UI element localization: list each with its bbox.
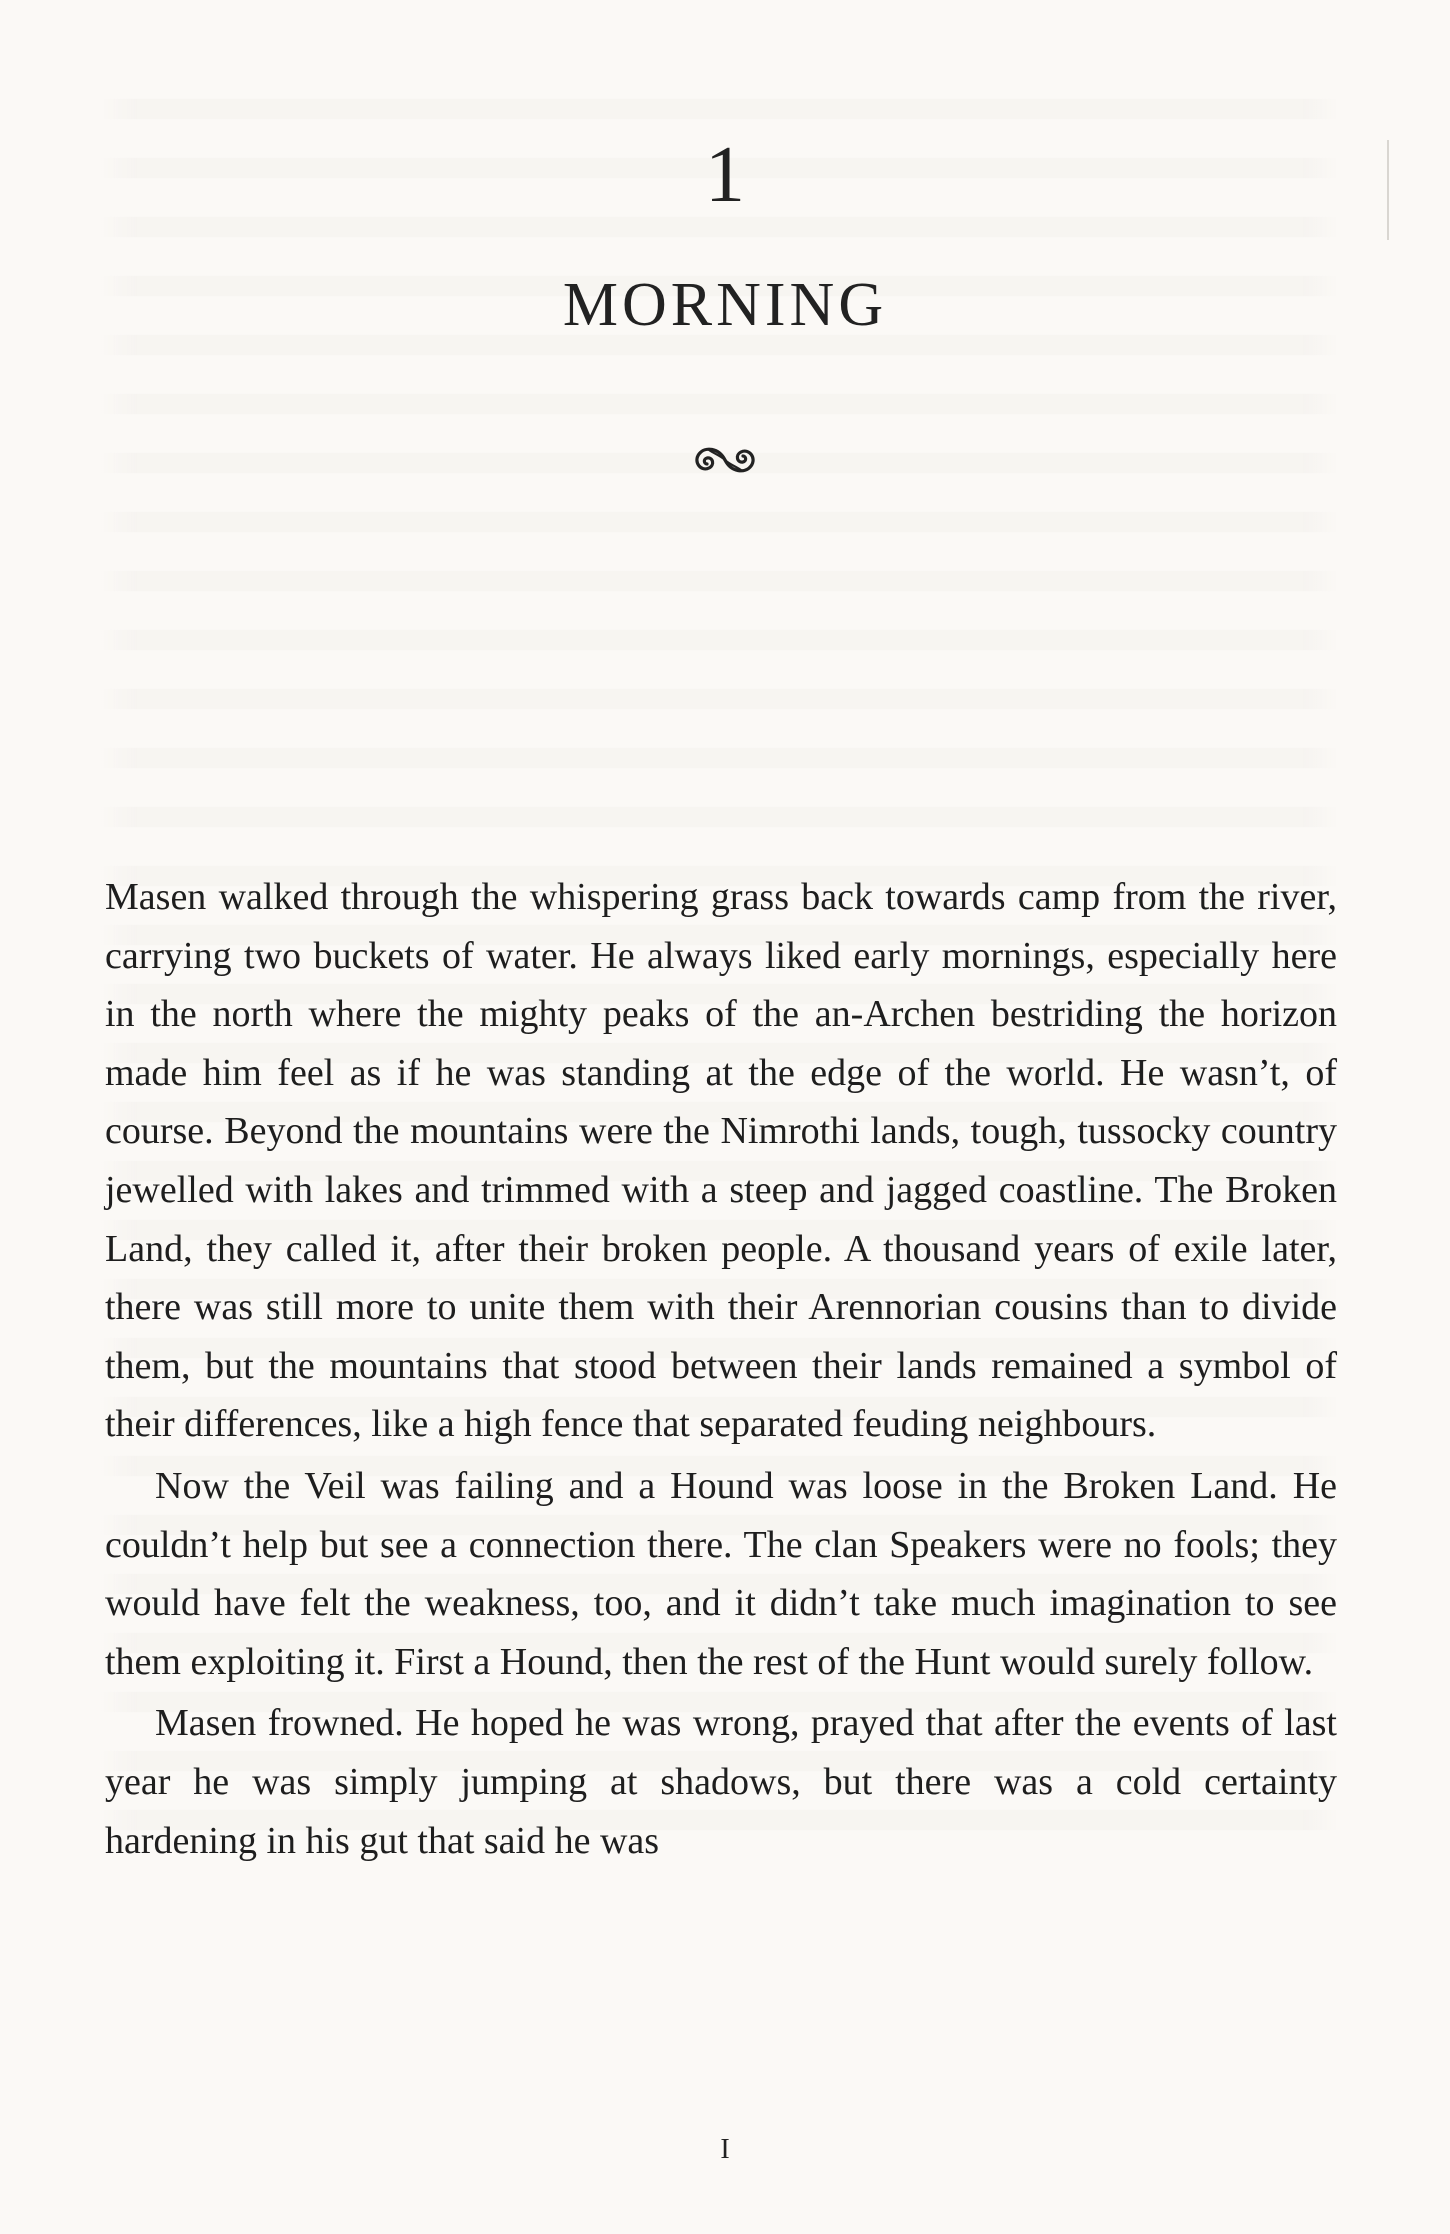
paragraph: Now the Veil was failing and a Hound was loose in the Broken Land. He couldn’t help but see a connection there. The clan Speakers were no fools; they would have felt the weakness, too, and it didn’t take much imagination to see them exploiting it. First a Hound, then the rest of the Hunt would surely follow. — [105, 1464, 1337, 1683]
paragraph: Masen frowned. He hoped he was wrong, prayed that after the events of last year he was simply jumping at shadows, but there was a cold certainty hardening in his gut that said he was — [105, 1702, 1337, 1862]
chapter-body — [105, 868, 1337, 1873]
page-number: I — [720, 2134, 730, 2165]
paragraph: Masen walked through the whispering grass back towards camp from the river, carrying two buckets of water. He always liked early mornings, especially here in the north where the mighty peaks of the an-Archen bestriding the horizon made him feel as if he was standing at the edge of the world. He wasn’t, of course. Beyond the mountains were the Nimrothi lands, tough, tussocky country jewelled with lakes and trimmed with a steep and jagged coastline. The Broken Land, they called it, after their broken people. A thousand years of exile later, there was still more to unite them with their Arennorian cousins than to divide them, but the mountains that stood between their lands remained a symbol of their differences, like a high fence that separated feuding neighbours. — [105, 876, 1337, 1446]
chapter-number: 1 — [705, 131, 745, 219]
chapter-title: MORNING — [562, 271, 888, 339]
fleuron-ornament-icon — [675, 440, 775, 480]
